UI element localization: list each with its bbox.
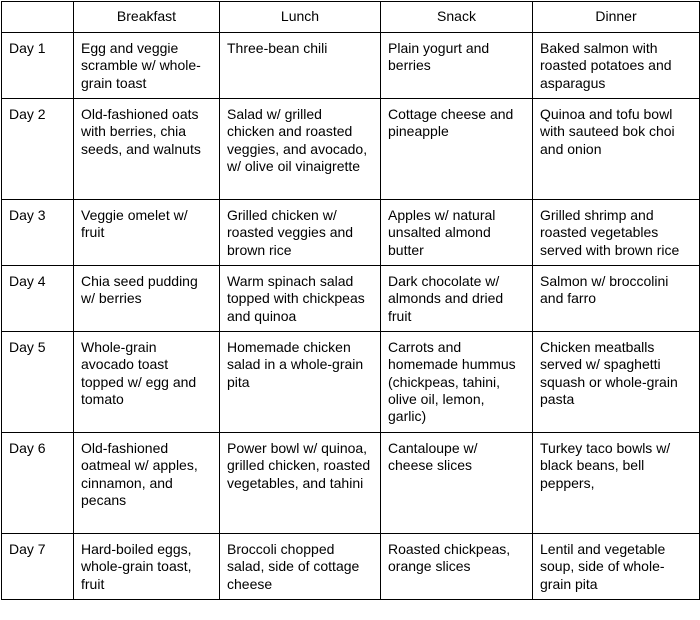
breakfast-cell: Egg and veggie scramble w/ whole-grain toast <box>74 33 220 99</box>
snack-cell: Carrots and homemade hummus (chickpeas, tahini, olive oil, lemon, garlic) <box>381 332 533 433</box>
table-row <box>2 200 700 266</box>
table-row <box>2 99 700 200</box>
header-cell-breakfast: Breakfast <box>74 2 220 33</box>
lunch-cell: Homemade chicken salad in a whole-grain pita <box>220 332 381 433</box>
day-label-cell: Day 6 <box>2 433 74 534</box>
snack-cell: Cantaloupe w/ cheese slices <box>381 433 533 534</box>
day-label-cell: Day 7 <box>2 534 74 600</box>
snack-cell: Roasted chickpeas, orange slices <box>381 534 533 600</box>
day-label-cell: Day 5 <box>2 332 74 433</box>
breakfast-cell: Veggie omelet w/ fruit <box>74 200 220 266</box>
header-cell-lunch: Lunch <box>220 2 381 33</box>
dinner-cell: Quinoa and tofu bowl with sauteed bok choi and onion <box>533 99 700 200</box>
day-label-cell: Day 1 <box>2 33 74 99</box>
dinner-cell: Grilled shrimp and roasted vegetables served with brown rice <box>533 200 700 266</box>
table-row <box>2 534 700 600</box>
dinner-cell: Turkey taco bowls w/ black beans, bell peppers, <box>533 433 700 534</box>
table-row <box>2 433 700 534</box>
snack-cell: Cottage cheese and pineapple <box>381 99 533 200</box>
meal-plan-table <box>1 1 700 600</box>
lunch-cell: Warm spinach salad topped with chickpeas and quinoa <box>220 266 381 332</box>
header-cell-corner <box>2 2 74 33</box>
lunch-cell: Grilled chicken w/ roasted veggies and brown rice <box>220 200 381 266</box>
header-row <box>2 2 700 33</box>
lunch-cell: Three-bean chili <box>220 33 381 99</box>
day-label-cell: Day 2 <box>2 99 74 200</box>
lunch-cell: Salad w/ grilled chicken and roasted veggies, and avocado, w/ olive oil vinaigrette <box>220 99 381 200</box>
snack-cell: Apples w/ natural unsalted almond butter <box>381 200 533 266</box>
dinner-cell: Salmon w/ broccolini and farro <box>533 266 700 332</box>
breakfast-cell: Whole-grain avocado toast topped w/ egg and tomato <box>74 332 220 433</box>
table-row <box>2 33 700 99</box>
table-row <box>2 332 700 433</box>
dinner-cell: Baked salmon with roasted potatoes and asparagus <box>533 33 700 99</box>
lunch-cell: Broccoli chopped salad, side of cottage cheese <box>220 534 381 600</box>
snack-cell: Dark chocolate w/ almonds and dried fruit <box>381 266 533 332</box>
snack-cell: Plain yogurt and berries <box>381 33 533 99</box>
breakfast-cell: Hard-boiled eggs, whole-grain toast, fruit <box>74 534 220 600</box>
breakfast-cell: Old-fashioned oatmeal w/ apples, cinnamon, and pecans <box>74 433 220 534</box>
breakfast-cell: Chia seed pudding w/ berries <box>74 266 220 332</box>
dinner-cell: Chicken meatballs served w/ spaghetti squash or whole-grain pasta <box>533 332 700 433</box>
table-row <box>2 266 700 332</box>
lunch-cell: Power bowl w/ quinoa, grilled chicken, roasted vegetables, and tahini <box>220 433 381 534</box>
breakfast-cell: Old-fashioned oats with berries, chia seeds, and walnuts <box>74 99 220 200</box>
day-label-cell: Day 4 <box>2 266 74 332</box>
dinner-cell: Lentil and vegetable soup, side of whole-grain pita <box>533 534 700 600</box>
day-label-cell: Day 3 <box>2 200 74 266</box>
header-cell-dinner: Dinner <box>533 2 700 33</box>
header-cell-snack: Snack <box>381 2 533 33</box>
